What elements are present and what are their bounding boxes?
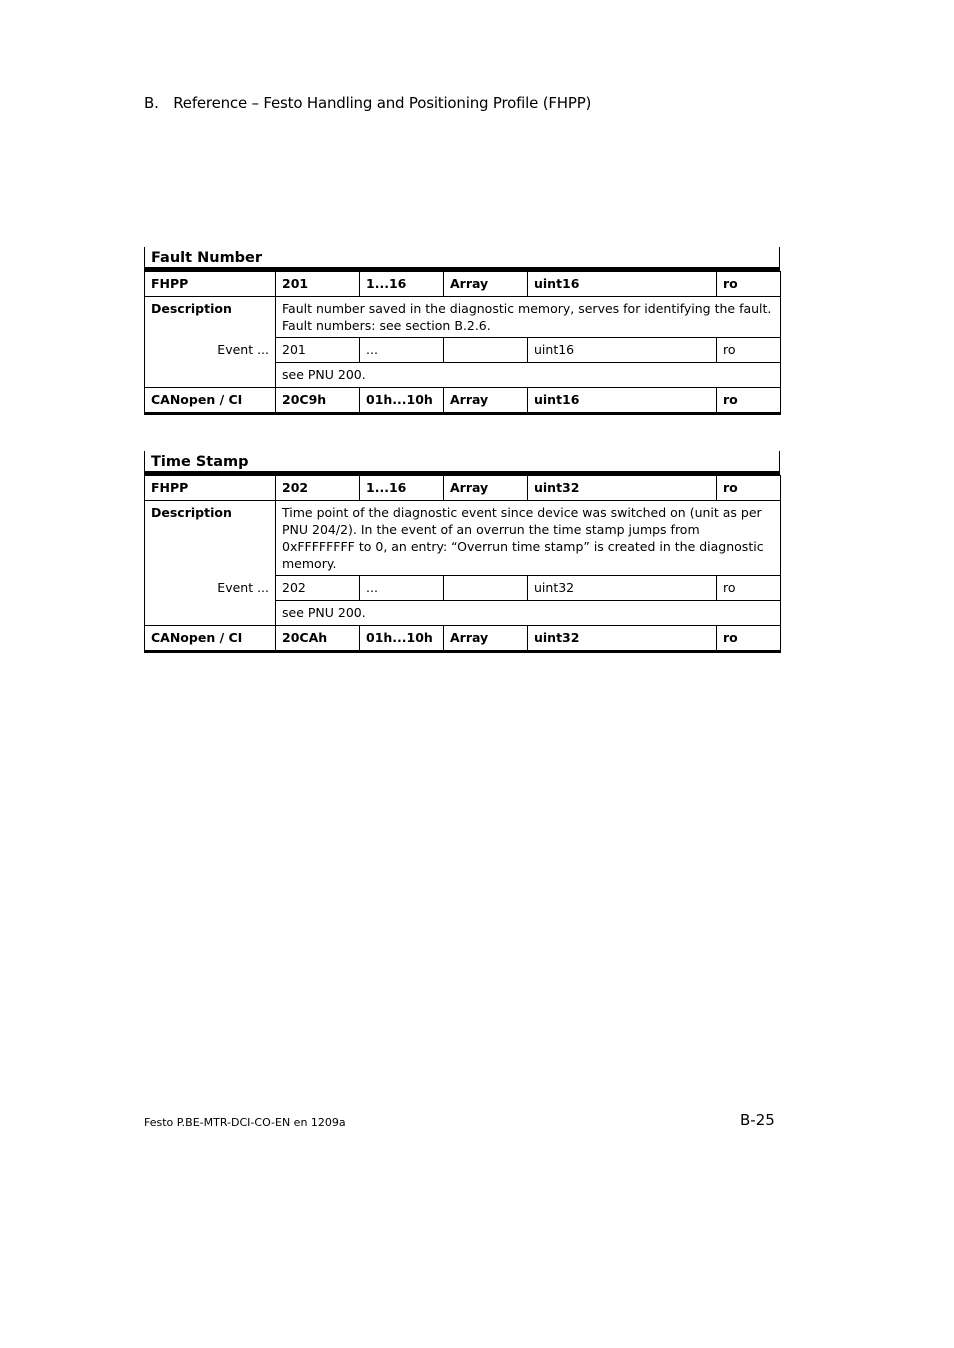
see-row — [145, 363, 781, 388]
canopen-row — [145, 626, 781, 652]
class-cell: Array — [444, 476, 528, 501]
event-access: ro — [717, 338, 781, 363]
description-label: Description — [145, 501, 276, 576]
event-class — [444, 338, 528, 363]
event-row — [145, 576, 781, 601]
empty-cell — [145, 363, 276, 388]
subindex-cell: 1...16 — [360, 272, 444, 297]
table-title: Fault Number — [144, 247, 780, 271]
parameter-table-fault-number — [144, 247, 780, 415]
event-label: Event ... — [145, 338, 276, 363]
access-cell: ro — [717, 272, 781, 297]
empty-cell — [145, 601, 276, 626]
canopen-row — [145, 388, 781, 414]
access-cell: ro — [717, 476, 781, 501]
subindex-cell: 1...16 — [360, 476, 444, 501]
canopen-subindex: 01h...10h — [360, 388, 444, 414]
canopen-type: uint32 — [528, 626, 717, 652]
chapter-number: B. — [144, 94, 159, 112]
event-subindex: ... — [360, 576, 444, 601]
event-type: uint16 — [528, 338, 717, 363]
page-number: B-25 — [740, 1111, 775, 1129]
canopen-class: Array — [444, 626, 528, 652]
pnu-cell: 201 — [276, 272, 360, 297]
canopen-label: CANopen / CI — [145, 626, 276, 652]
fhpp-row — [145, 272, 781, 297]
table-title: Time Stamp — [144, 451, 780, 475]
see-row — [145, 601, 781, 626]
canopen-class: Array — [444, 388, 528, 414]
chapter-title: Reference – Festo Handling and Positioning Profile (FHPP) — [173, 94, 592, 112]
event-type: uint32 — [528, 576, 717, 601]
see-text: see PNU 200. — [276, 363, 781, 388]
canopen-index: 20C9h — [276, 388, 360, 414]
page-header — [144, 94, 591, 112]
event-class — [444, 576, 528, 601]
description-row — [145, 501, 781, 576]
description-label: Description — [145, 297, 276, 338]
description-text: Time point of the diagnostic event since device was switched on (unit as per PNU 204/2). In the event of an overrun the time stamp jumps from 0xFFFFFFFF to 0, an entry: “Overrun time stamp” is created in the diagnostic memory. — [276, 501, 781, 576]
type-cell: uint32 — [528, 476, 717, 501]
canopen-label: CANopen / CI — [145, 388, 276, 414]
event-pnu: 202 — [276, 576, 360, 601]
event-access: ro — [717, 576, 781, 601]
event-subindex: ... — [360, 338, 444, 363]
event-label: Event ... — [145, 576, 276, 601]
fhpp-label: FHPP — [145, 272, 276, 297]
canopen-index: 20CAh — [276, 626, 360, 652]
parameter-table — [144, 475, 781, 653]
description-row — [145, 297, 781, 338]
canopen-access: ro — [717, 388, 781, 414]
canopen-access: ro — [717, 626, 781, 652]
pnu-cell: 202 — [276, 476, 360, 501]
event-row — [145, 338, 781, 363]
footer-document-id: Festo P.BE-MTR-DCI-CO-EN en 1209a — [144, 1116, 346, 1129]
description-text: Fault number saved in the diagnostic memory, serves for identifying the fault. Fault numbers: see section B.2.6. — [276, 297, 781, 338]
see-text: see PNU 200. — [276, 601, 781, 626]
parameter-table — [144, 271, 781, 415]
canopen-subindex: 01h...10h — [360, 626, 444, 652]
type-cell: uint16 — [528, 272, 717, 297]
fhpp-label: FHPP — [145, 476, 276, 501]
parameter-table-time-stamp — [144, 451, 780, 653]
class-cell: Array — [444, 272, 528, 297]
event-pnu: 201 — [276, 338, 360, 363]
canopen-type: uint16 — [528, 388, 717, 414]
fhpp-row — [145, 476, 781, 501]
